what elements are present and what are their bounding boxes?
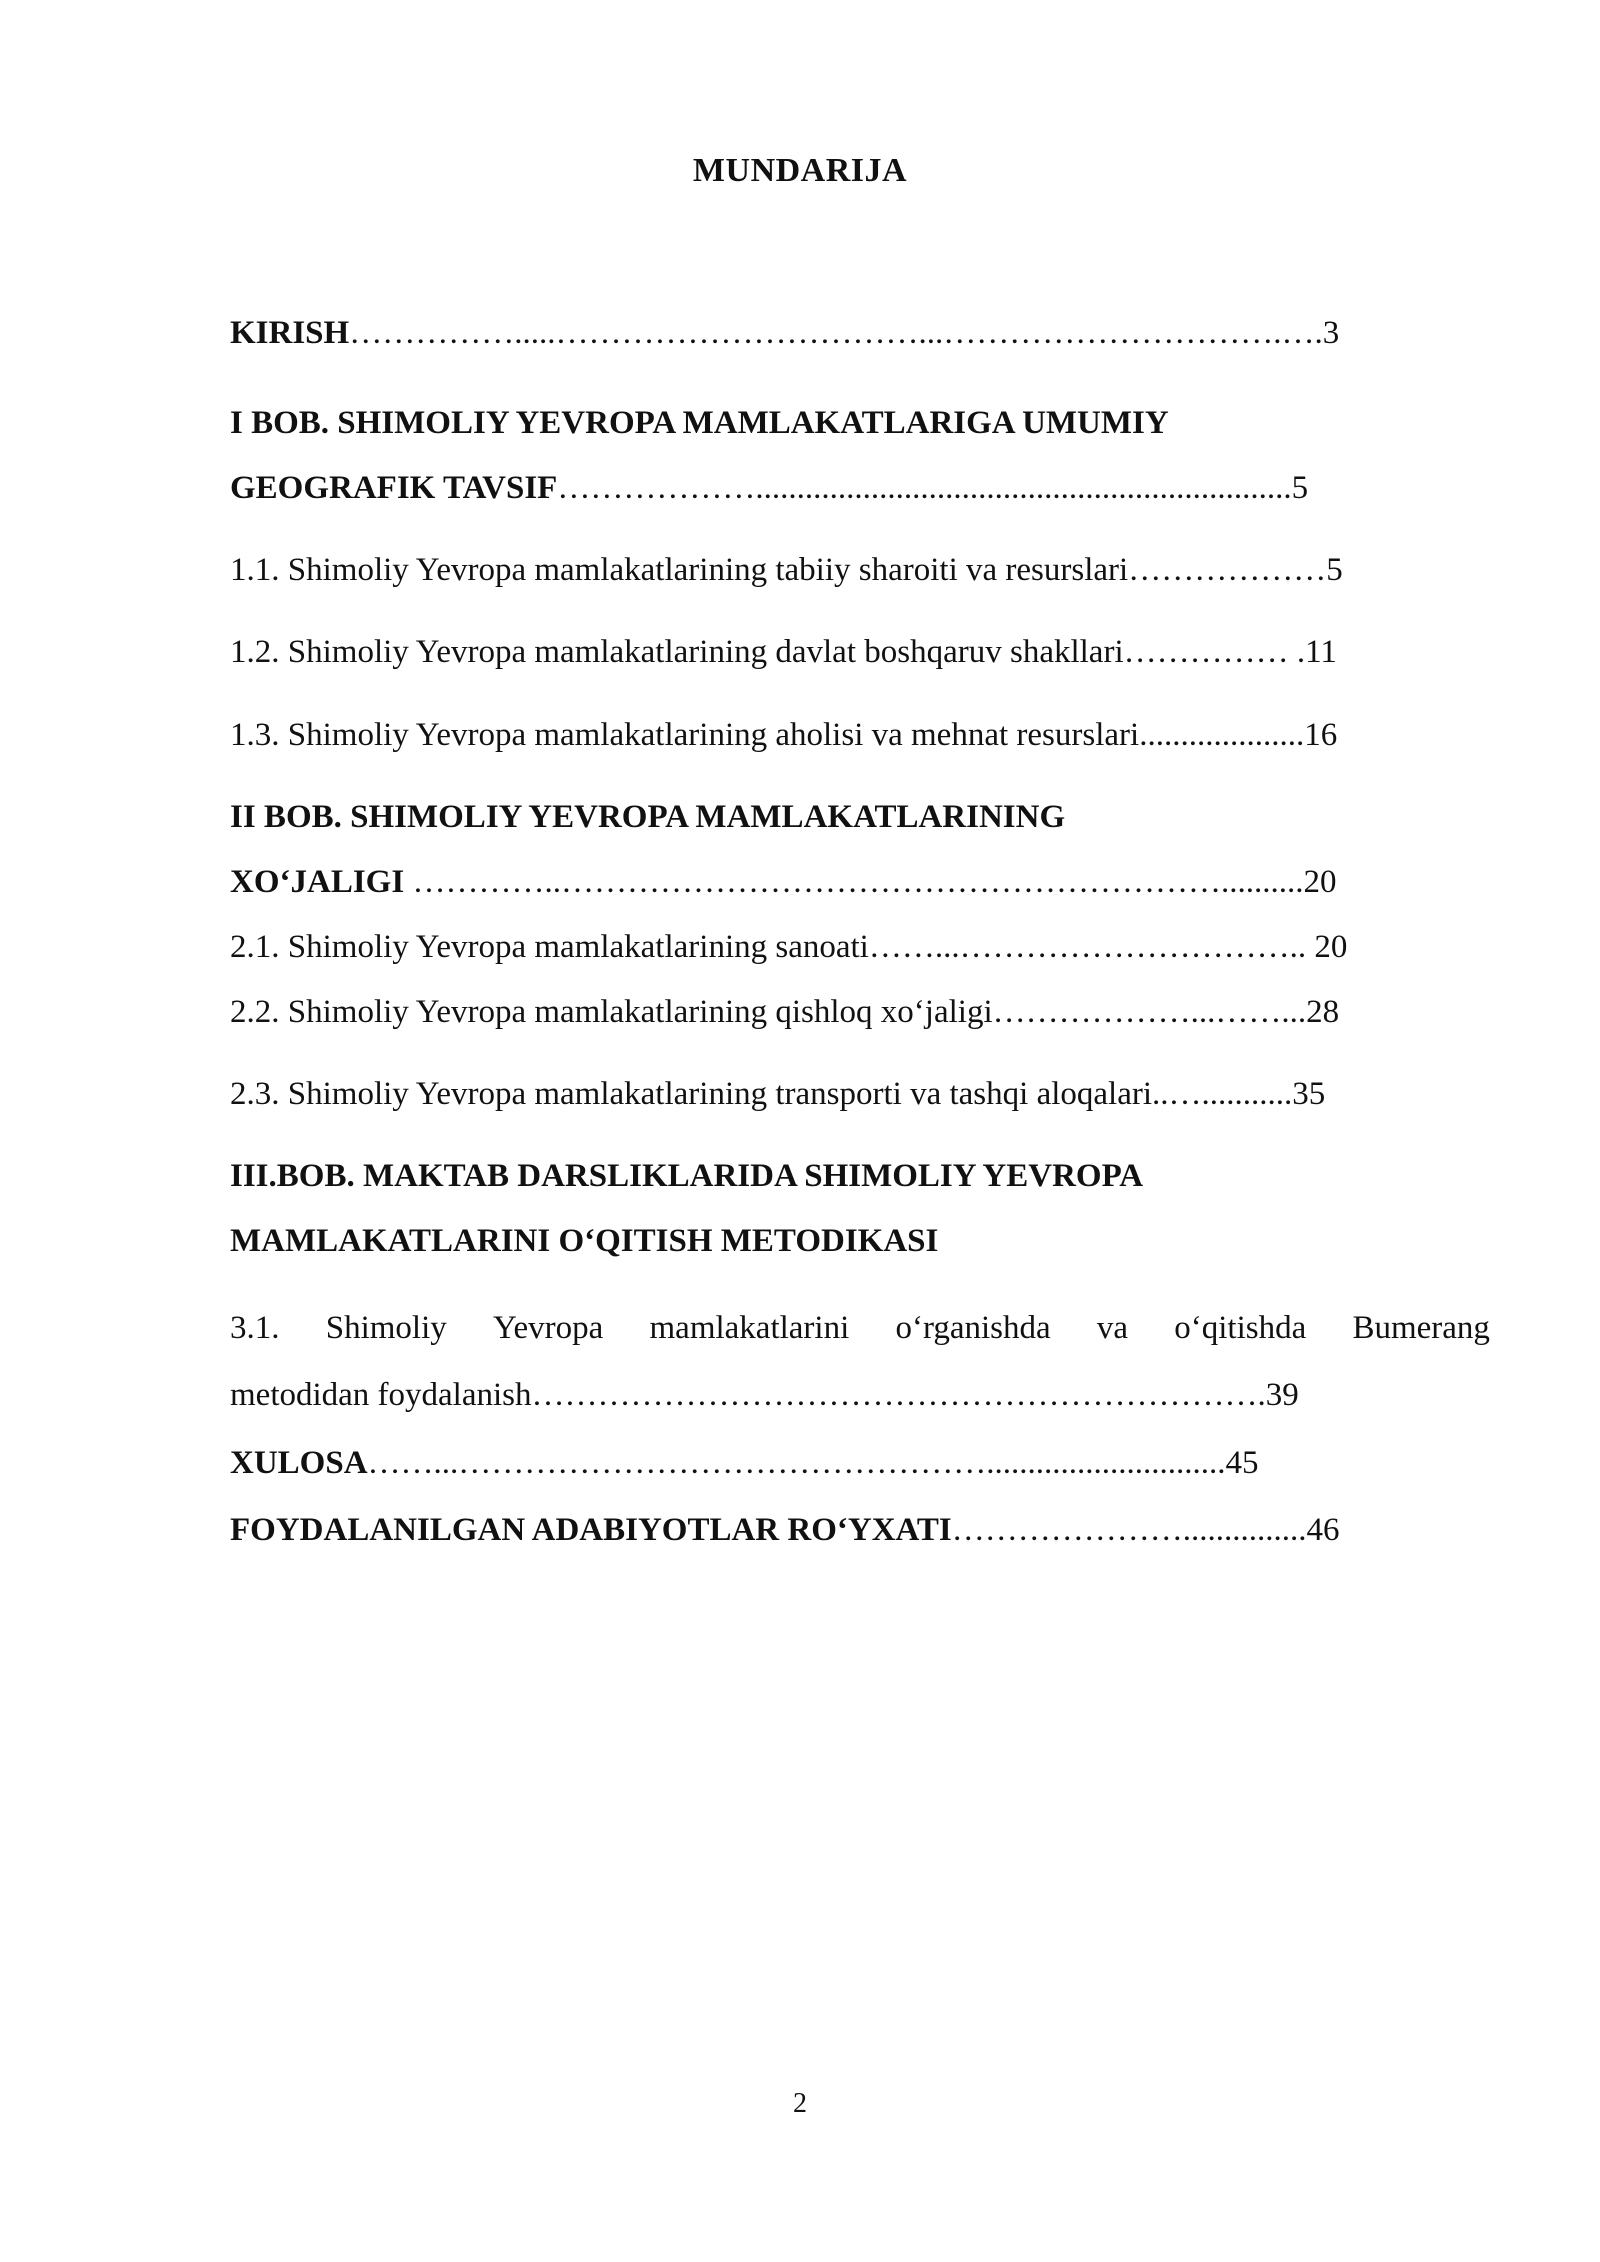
toc-entry-text: 2.2. Shimoliy Yevropa mamlakatlarining qishloq xo‘jaligi <box>230 994 993 1030</box>
toc-section-2-1 <box>230 927 1490 967</box>
toc-entry-text: KIRISH <box>230 315 350 351</box>
toc-entry-leader: …………… . <box>1123 634 1306 670</box>
toc-section-2-2 <box>230 992 1490 1032</box>
toc-chapter-2-heading-cont <box>230 862 1490 902</box>
toc-entry-leader: ……...…………………………………………............................. <box>367 1445 1226 1481</box>
toc-section-2-3 <box>230 1074 1490 1114</box>
toc-entry-text: 2.3. Shimoliy Yevropa mamlakatlarining transporti va tashqi aloqalari <box>230 1076 1153 1112</box>
toc-entry-leader: ..…........... <box>1152 1076 1293 1112</box>
toc-chapter-3-heading-cont <box>230 1221 1490 1261</box>
toc-entry-text: 1.1. Shimoliy Yevropa mamlakatlarining tabiiy sharoiti va resurslari <box>230 552 1129 588</box>
toc-entry-text: XULOSA <box>230 1445 368 1481</box>
toc-entry-page: 3 <box>1322 315 1340 351</box>
toc-entry-kirish <box>230 313 1490 353</box>
toc-entry-page: 11 <box>1305 634 1337 670</box>
toc-entry-xulosa <box>230 1443 1490 1483</box>
toc-word: o‘rganishda <box>895 1310 1051 1346</box>
toc-chapter-2-heading <box>230 797 1490 837</box>
toc-section-1-1 <box>230 550 1490 590</box>
toc-word: 3.1. <box>230 1310 280 1346</box>
toc-entry-page: 20 <box>1314 929 1348 965</box>
toc-section-1-2 <box>230 632 1490 672</box>
toc-entry-references <box>230 1510 1490 1550</box>
toc-entry-page: 5 <box>1326 552 1343 588</box>
toc-entry-leader: …………………………………………………………. <box>531 1377 1266 1413</box>
toc-entry-text: MAMLAKATLARINI O‘QITISH METODIKASI <box>230 1223 939 1259</box>
toc-chapter-3-heading <box>230 1156 1490 1196</box>
toc-entry-text: II BOB. SHIMOLIY YEVROPA MAMLAKATLARINING <box>230 799 1066 835</box>
toc-chapter-1-heading-cont <box>230 468 1490 508</box>
toc-entry-leader: …………………............... <box>951 1512 1307 1548</box>
toc-word: Bumerang <box>1352 1310 1490 1346</box>
toc-section-1-3 <box>230 715 1490 755</box>
toc-entry-page: 46 <box>1306 1512 1340 1548</box>
toc-entry-leader: ………………................................................................. <box>557 470 1292 506</box>
toc-entry-text: GEOGRAFIK TAVSIF <box>230 470 558 506</box>
toc-word: va <box>1096 1310 1129 1346</box>
toc-word: o‘qitishda <box>1174 1310 1307 1346</box>
toc-entry-page: 5 <box>1291 470 1309 506</box>
page-number: 2 <box>793 2088 807 2119</box>
toc-entry-text: XO‘JALIGI <box>230 864 405 900</box>
toc-section-3-1 <box>230 1308 1490 1348</box>
toc-entry-text: 2.1. Shimoliy Yevropa mamlakatlarining sanoati <box>230 929 869 965</box>
toc-section-3-1-cont <box>230 1375 1490 1415</box>
toc-entry-leader: ………………...……... <box>992 994 1307 1030</box>
toc-entry-text: metodidan foydalanish <box>230 1377 532 1413</box>
toc-entry-page: 16 <box>1304 717 1338 753</box>
toc-chapter-1-heading <box>230 403 1490 443</box>
toc-entry-page: 28 <box>1306 994 1340 1030</box>
toc-entry-page: 39 <box>1265 1377 1299 1413</box>
toc-entry-leader: .................... <box>1139 717 1305 753</box>
toc-entry-text: I BOB. SHIMOLIY YEVROPA MAMLAKATLARIGA UMUMIY <box>230 405 1169 441</box>
toc-entry-text: 1.2. Shimoliy Yevropa mamlakatlarining davlat boshqaruv shakllari <box>230 634 1124 670</box>
page-title: MUNDARIJA <box>692 152 908 189</box>
toc-entry-leader: …………..…………………………………………………….......... <box>404 864 1304 900</box>
toc-entry-leader: …………….....……………………………...………………………….…. <box>349 315 1323 351</box>
toc-word: mamlakatlarini <box>649 1310 850 1346</box>
toc-entry-page: 35 <box>1292 1076 1326 1112</box>
toc-entry-page: 20 <box>1303 864 1337 900</box>
toc-entry-text: FOYDALANILGAN ADABIYOTLAR RO‘YXATI <box>230 1512 952 1548</box>
toc-word: Shimoliy <box>325 1310 447 1346</box>
toc-entry-text: III.BOB. MAKTAB DARSLIKLARIDA SHIMOLIY YEVROPA <box>230 1158 1144 1194</box>
toc-entry-leader: ……………… <box>1128 552 1327 588</box>
toc-entry-leader: ……...………………………….. <box>868 929 1315 965</box>
toc-word: Yevropa <box>492 1310 604 1346</box>
toc-entry-text: 1.3. Shimoliy Yevropa mamlakatlarining aholisi va mehnat resurslari <box>230 717 1140 753</box>
toc-entry-page: 45 <box>1225 1445 1259 1481</box>
